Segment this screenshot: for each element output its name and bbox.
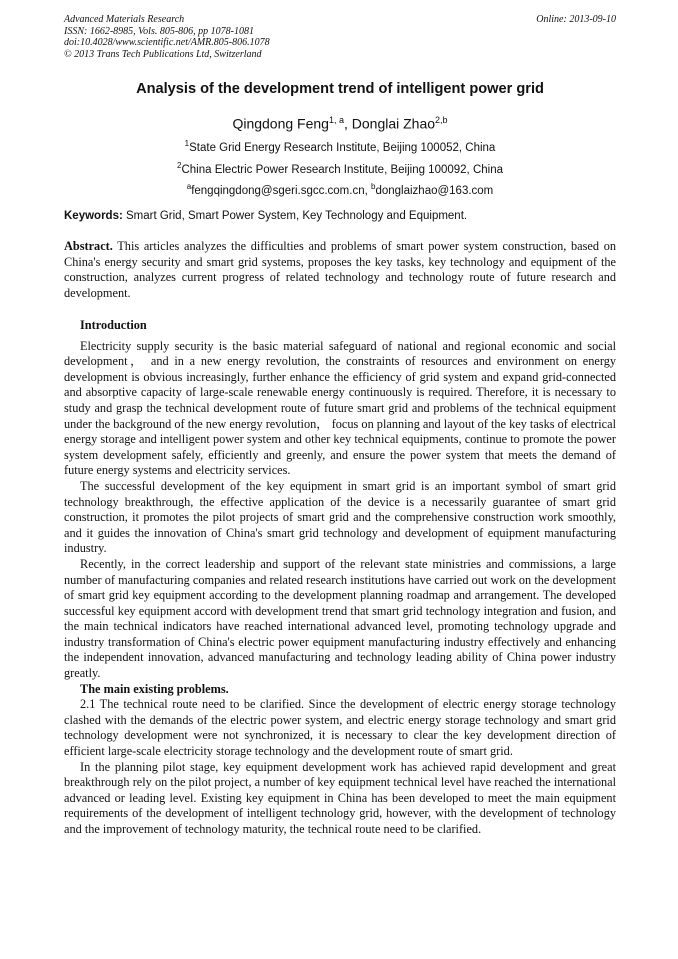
copyright-line: © 2013 Trans Tech Publications Ltd, Switzerland bbox=[64, 48, 262, 60]
author-2-sup: 2,b bbox=[435, 115, 448, 125]
abstract-paragraph bbox=[64, 239, 616, 301]
keywords-label: Keywords: bbox=[64, 210, 123, 222]
journal-name: Advanced Materials Research bbox=[64, 14, 185, 25]
affiliation-1 bbox=[64, 139, 616, 154]
abstract-text: This articles analyzes the difficulties and problems of smart power system construction, based on China's energy security and smart grid systems, proposes the key tasks, key technology and equipment of the construction, analyzes current progress of related technology and technology route of future research and development. bbox=[64, 239, 616, 300]
keywords-text: Smart Grid, Smart Power System, Key Technology and Equipment. bbox=[122, 210, 468, 222]
issn-line: ISSN: 1662-8985, Vols. 805-806, pp 1078-1081 bbox=[64, 25, 254, 37]
online-date: Online: 2013-09-10 bbox=[536, 14, 616, 25]
author-line bbox=[64, 115, 616, 132]
author-1: Qingdong Feng bbox=[232, 115, 329, 132]
email-line bbox=[64, 182, 616, 197]
intro-paragraph-2: The successful development of the key equipment in smart grid is an important symbol of smart grid technology breakthrough, the effective application of the device is a necessarily guarantee of smart grid construction, it promotes the pilot projects of smart grid and the comprehensive construction work smoothly, and it guides the innovation of China's smart grid technology and development of equipment manufacturing industry. bbox=[64, 478, 616, 556]
email-b: donglaizhao@163.com bbox=[375, 184, 494, 197]
author-2: Donglai Zhao bbox=[351, 115, 436, 132]
journal-header bbox=[64, 14, 616, 60]
affiliation-2-sup: 2 bbox=[177, 161, 182, 170]
affiliation-2 bbox=[64, 161, 616, 176]
author-separator: , bbox=[343, 115, 352, 132]
paper-title: Analysis of the development trend of intelligent power grid bbox=[136, 81, 544, 97]
problems-paragraph-1: 2.1 The technical route need to be clarified. Since the development of electric energy storage technology clashed with the demands of the electric power system, and electric energy storage technology and smart grid technology development were not synchronized, it is necessary to clear the key development direction of efficient large-scale electricity storage technology and the development route of smart grid. bbox=[64, 697, 616, 759]
intro-paragraph-3: Recently, in the correct leadership and support of the relevant state ministries and commissions, a large number of manufacturing companies and related research institutions have carried out work on the development of smart grid key equipment according to the development planning roadmap and arrangement. The developed successful key equipment accord with development trend that smart grid technology integration and fusion, and the main technical indicators have reached international advanced level, promoting technology upgrade and industry transformation of China's electric power equipment manufacturing industry effectively and enhancing the independent innovation, advanced manufacturing and technology leading ability of China power industry greatly. bbox=[64, 556, 616, 681]
affiliation-1-sup: 1 bbox=[184, 139, 190, 148]
email-a: fengqingdong@sgeri.sgcc.com.cn, bbox=[191, 184, 371, 197]
doi-line: doi:10.4028/www.scientific.net/AMR.805-806.1078 bbox=[64, 37, 270, 48]
introduction-section bbox=[64, 318, 616, 838]
problems-paragraph-2: In the planning pilot stage, key equipment development work has achieved rapid development and great breakthrough rely on the pilot project, a number of key equipment technical level have reached the international advanced or leading level. Existing key equipment in China has been developed to meet the main equipment requirements of the development of intelligent technology grid, however, with the development of technology and the improvement of technology maturity, the technical route need to be clarified. bbox=[64, 759, 616, 836]
email-a-sup: a bbox=[186, 182, 192, 191]
abstract-label: Abstract. bbox=[64, 239, 113, 253]
introduction-heading: Introduction bbox=[80, 318, 147, 332]
abstract bbox=[64, 239, 616, 301]
affiliation-1-text: State Grid Energy Research Institute, Beijing 100052, China bbox=[189, 141, 496, 154]
author-1-sup: 1, a bbox=[328, 115, 344, 125]
keywords bbox=[64, 210, 616, 222]
problems-heading: The main existing problems. bbox=[80, 681, 229, 696]
email-b-sup: b bbox=[371, 182, 376, 191]
intro-paragraph-1: Electricity supply security is the basic material safeguard of national and regional economic and social development， and in a new energy revolution, the constraints of resources and environment on energy development is obvious increasingly, further enhance the efficiency of grid system and expand grid-connected and absorptive capacity of large-scale renewable energy continuously is required. Therefore, it is necessary to study and grasp the technical development route of future smart grid and problems of the technical equipment under the background of the new energy revolution， focus on planning and layout of the key tasks of electrical energy storage and intelligent power system and other key technical equipments, continue to promote the power system development safely, efficiently and greenly, and ensure the power system that meets the demand of future energy systems and electricity services. bbox=[64, 338, 616, 478]
affiliation-2-text: China Electric Power Research Institute, Beijing 100092, China bbox=[181, 163, 503, 176]
